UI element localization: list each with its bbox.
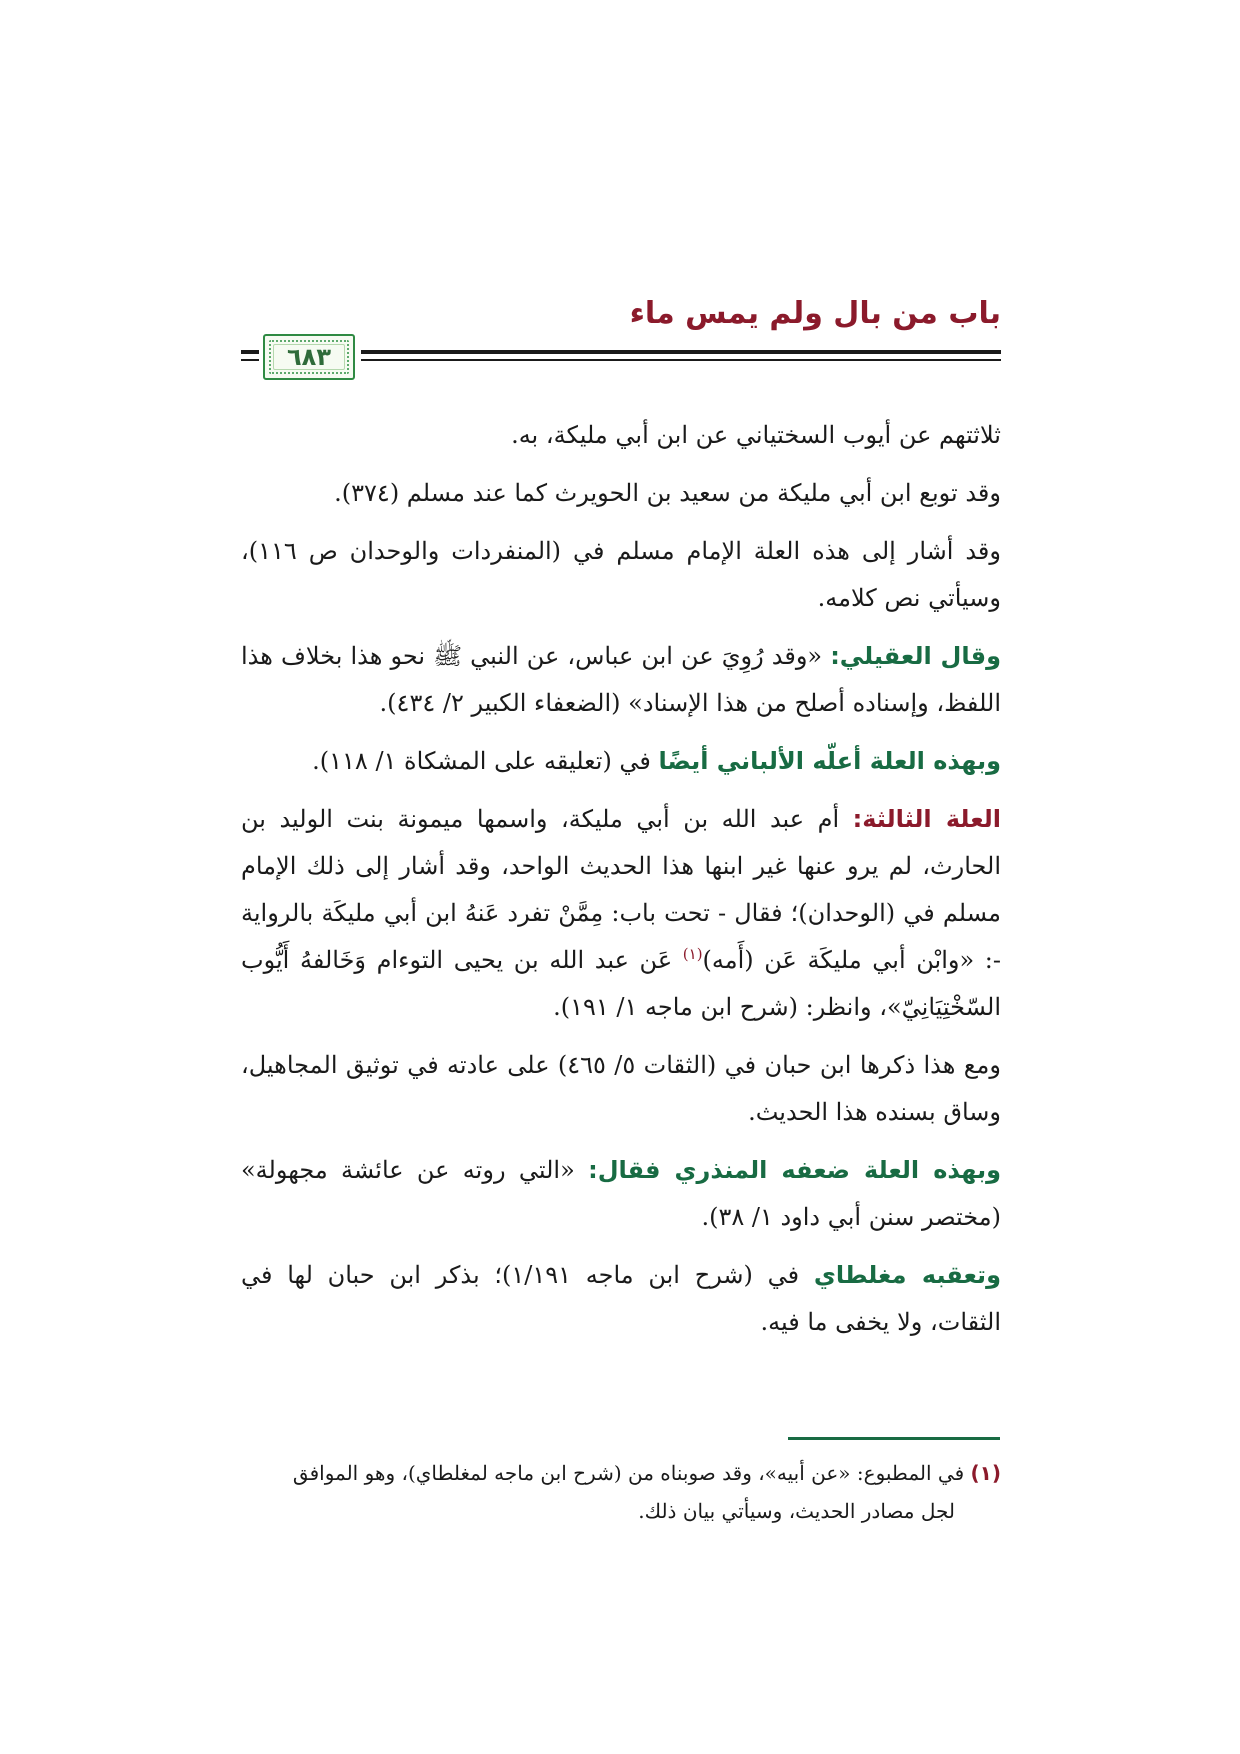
paragraph-9-text: في (شرح ابن ماجه ١/١٩١)؛ بذكر ابن حبان لها في الثقات، ولا يخفى ما فيه. <box>241 1261 1001 1336</box>
paragraph-9-lead: وتعقبه مغلطاي <box>813 1261 1001 1289</box>
header-rule-right <box>361 350 1001 364</box>
paragraph-1: ثلاثتهم عن أيوب السختياني عن ابن أبي مليكة، به. <box>511 421 1001 449</box>
paragraph-3: وقد أشار إلى هذه العلة الإمام مسلم في (المنفردات والوحدان ص ١١٦)، وسيأتي نص كلامه. <box>241 537 1001 612</box>
chapter-title: باب من بال ولم يمس ماء <box>629 296 1001 331</box>
page-number-badge <box>263 334 355 380</box>
footnote-1-marker: (١) <box>970 1461 1001 1485</box>
paragraph-6-text-a: أم عبد الله بن أبي مليكة، واسمها ميمونة بنت الوليد بن الحارث، لم يرو عنها غير ابنها هذا الحديث الواحد، وقد أشار إلى ذلك الإمام مسلم في (الوحدان)؛ فقال - تحت باب: مِمَّنْ تفرد عَنهُ ابن أبي مليكَة بالرواية -: «وابْن أبي مليكَة عَن (أَمه) <box>241 805 1002 974</box>
paragraph-5 <box>241 738 1001 785</box>
page-header <box>241 296 1001 388</box>
paragraph-7: ومع هذا ذكرها ابن حبان في (الثقات ٥/ ٤٦٥) على عادته في توثيق المجاهيل، وساق بسنده هذا الحديث. <box>241 1051 1001 1126</box>
paragraph-4-lead: وقال العقيلي: <box>830 642 1001 670</box>
paragraph-2: وقد توبع ابن أبي مليكة من سعيد بن الحويرث كما عند مسلم (٣٧٤). <box>334 479 1001 507</box>
page-number: ٦٨٣ <box>287 343 331 371</box>
paragraph-6-lead: العلة الثالثة: <box>852 805 1001 833</box>
footnote-1-line-2: لجل مصادر الحديث، وسيأتي بيان ذلك. <box>638 1499 955 1523</box>
footnote-1 <box>241 1454 1001 1530</box>
main-text <box>241 412 1001 1357</box>
paragraph-8-text: «التي روته عن عائشة مجهولة» (مختصر سنن أبي داود ١/ ٣٨). <box>241 1156 1001 1231</box>
paragraph-4-text: «وقد رُوِيَ عن ابن عباس، عن النبي ﷺ نحو هذا بخلاف هذا اللفظ، وإسناده أصلح من هذا الإسناد» (الضعفاء الكبير ٢/ ٤٣٤). <box>241 642 1001 717</box>
paragraph-6 <box>241 796 1001 1031</box>
footnote-ref-1[interactable]: (١) <box>682 945 703 963</box>
paragraph-5-lead: وبهذه العلة أعلّه الألباني أيضًا <box>658 747 1001 775</box>
paragraph-5-text: في (تعليقه على المشكاة ١/ ١١٨). <box>312 747 659 775</box>
paragraph-9 <box>241 1252 1001 1346</box>
footnotes <box>241 1454 1001 1530</box>
footnote-separator <box>788 1437 1000 1440</box>
header-rule <box>241 350 1001 364</box>
paragraph-8 <box>241 1147 1001 1241</box>
footnote-1-line-1: في المطبوع: «عن أبيه»، وقد صوبناه من (شرح ابن ماجه لمغلطاي)، وهو الموافق <box>292 1461 971 1485</box>
paragraph-6-text-b: عَن عبد الله بن يحيى التوءام وَخَالفهُ أَيُّوب السّخْتِيَانِيّ»، وانظر: (شرح ابن ماجه ١/ ١٩١). <box>241 946 1001 1021</box>
header-rule-left <box>241 350 259 364</box>
paragraph-4 <box>241 633 1001 727</box>
paragraph-8-lead: وبهذه العلة ضعفه المنذري فقال: <box>588 1156 1002 1184</box>
